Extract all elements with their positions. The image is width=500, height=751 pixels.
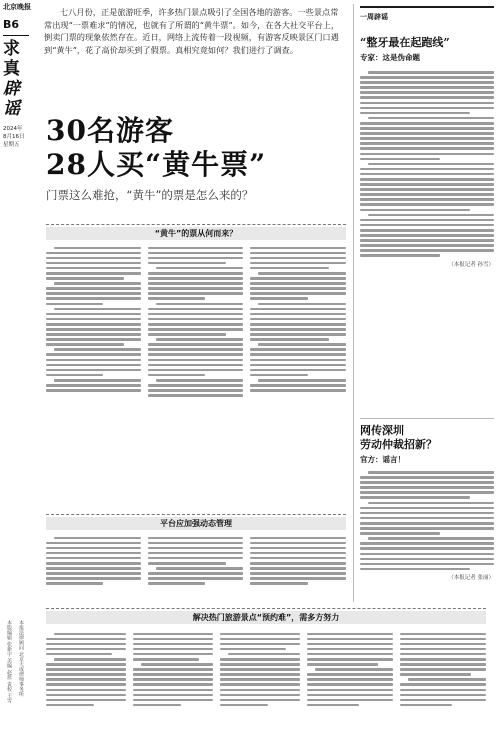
- issue-date: [3, 125, 39, 149]
- sidebar-1-body: [360, 71, 494, 257]
- sidebar-2-title-2: 劳动仲裁招新？: [360, 438, 437, 451]
- section-2-title: 平台应加强动态管理: [46, 517, 346, 530]
- page-number: B6: [3, 18, 20, 31]
- headline-line-2: 28人买“黄牛票”: [46, 148, 267, 181]
- headline-line-1: 30名游客: [46, 114, 174, 147]
- masthead-divider: [3, 35, 29, 36]
- sidebar-2-author: 官方：谣言！: [360, 455, 405, 464]
- intro-paragraph: 七八月份，正是旅游旺季，许多热门景点吸引了全国各地的游客。一些景点常常出现“一票难求”的情况，也就有了所谓的“黄牛票”。如今，在各大社交平台上，倒卖门票的现象依然存在。近日，网络上流传着一段视频，有游客反映景区门口遇到“黄牛”，花了高价却买到了假票。真相究竟如何？我们进行了调查。: [44, 7, 340, 55]
- sidebar-kicker: 一周辟谣: [360, 13, 388, 21]
- section-2-column-2: [148, 534, 243, 587]
- footer-caption: 本版编辑 张新宇 美编 赵蓝 责校 王雪: [6, 620, 12, 703]
- sidebar-separator: [360, 418, 494, 419]
- section-3-title: 解决热门旅游景点“预约难”，需多方努力: [46, 611, 486, 624]
- column-name: [3, 39, 39, 119]
- section-2-column-1: [46, 534, 141, 587]
- section-3-column-4: [307, 630, 393, 709]
- column-divider: [353, 4, 354, 602]
- section-2-column-3: [250, 534, 346, 587]
- section-3-column-1: [46, 630, 126, 709]
- column-char-4: 谣: [3, 99, 20, 119]
- masthead: [3, 2, 39, 149]
- section-3-column-5: [400, 630, 486, 709]
- section-1-column-2: [148, 244, 243, 504]
- column-char-1: 求: [3, 39, 20, 59]
- date-day: 8月16日: [3, 134, 25, 140]
- headline-subtitle: 门票这么难抢，“黄牛”的票是怎么来的？: [46, 188, 254, 202]
- sidebar-1-closing: （本报记者 孙雪）: [448, 261, 494, 268]
- section-3-column-3: [220, 630, 300, 709]
- footer-legal: 本报法律顾问 北京大成律师事务所: [18, 620, 24, 697]
- headline-block: [46, 114, 346, 203]
- sidebar-2-closing: （本报记者 张丽）: [448, 574, 494, 581]
- section-1-header: [46, 224, 346, 240]
- sidebar-1-author: 专家：这是伪命题: [360, 53, 420, 62]
- sidebar-rumor-2: [360, 424, 494, 581]
- sidebar-1-title: “整牙最在起跑线”: [360, 36, 450, 49]
- section-3-header: [46, 608, 486, 624]
- date-year: 2024年: [3, 126, 23, 132]
- section-3-column-2: [133, 630, 213, 709]
- sidebar-2-title-1: 网传深圳: [360, 424, 404, 437]
- paper-name: 北京晚报: [3, 3, 31, 11]
- column-char-2: 真: [3, 59, 20, 79]
- sidebar-top-rule: [360, 6, 494, 8]
- sidebar-rumor-1: [360, 6, 494, 268]
- section-2-header: [46, 514, 346, 530]
- column-char-3: 辟: [3, 79, 20, 99]
- sidebar-2-body: [360, 471, 494, 570]
- date-weekday: 星期五: [3, 142, 20, 148]
- section-1-column-1: [46, 244, 141, 504]
- section-1-column-3: [250, 244, 346, 504]
- section-1-title: “黄牛”的票从何而来？: [46, 227, 346, 240]
